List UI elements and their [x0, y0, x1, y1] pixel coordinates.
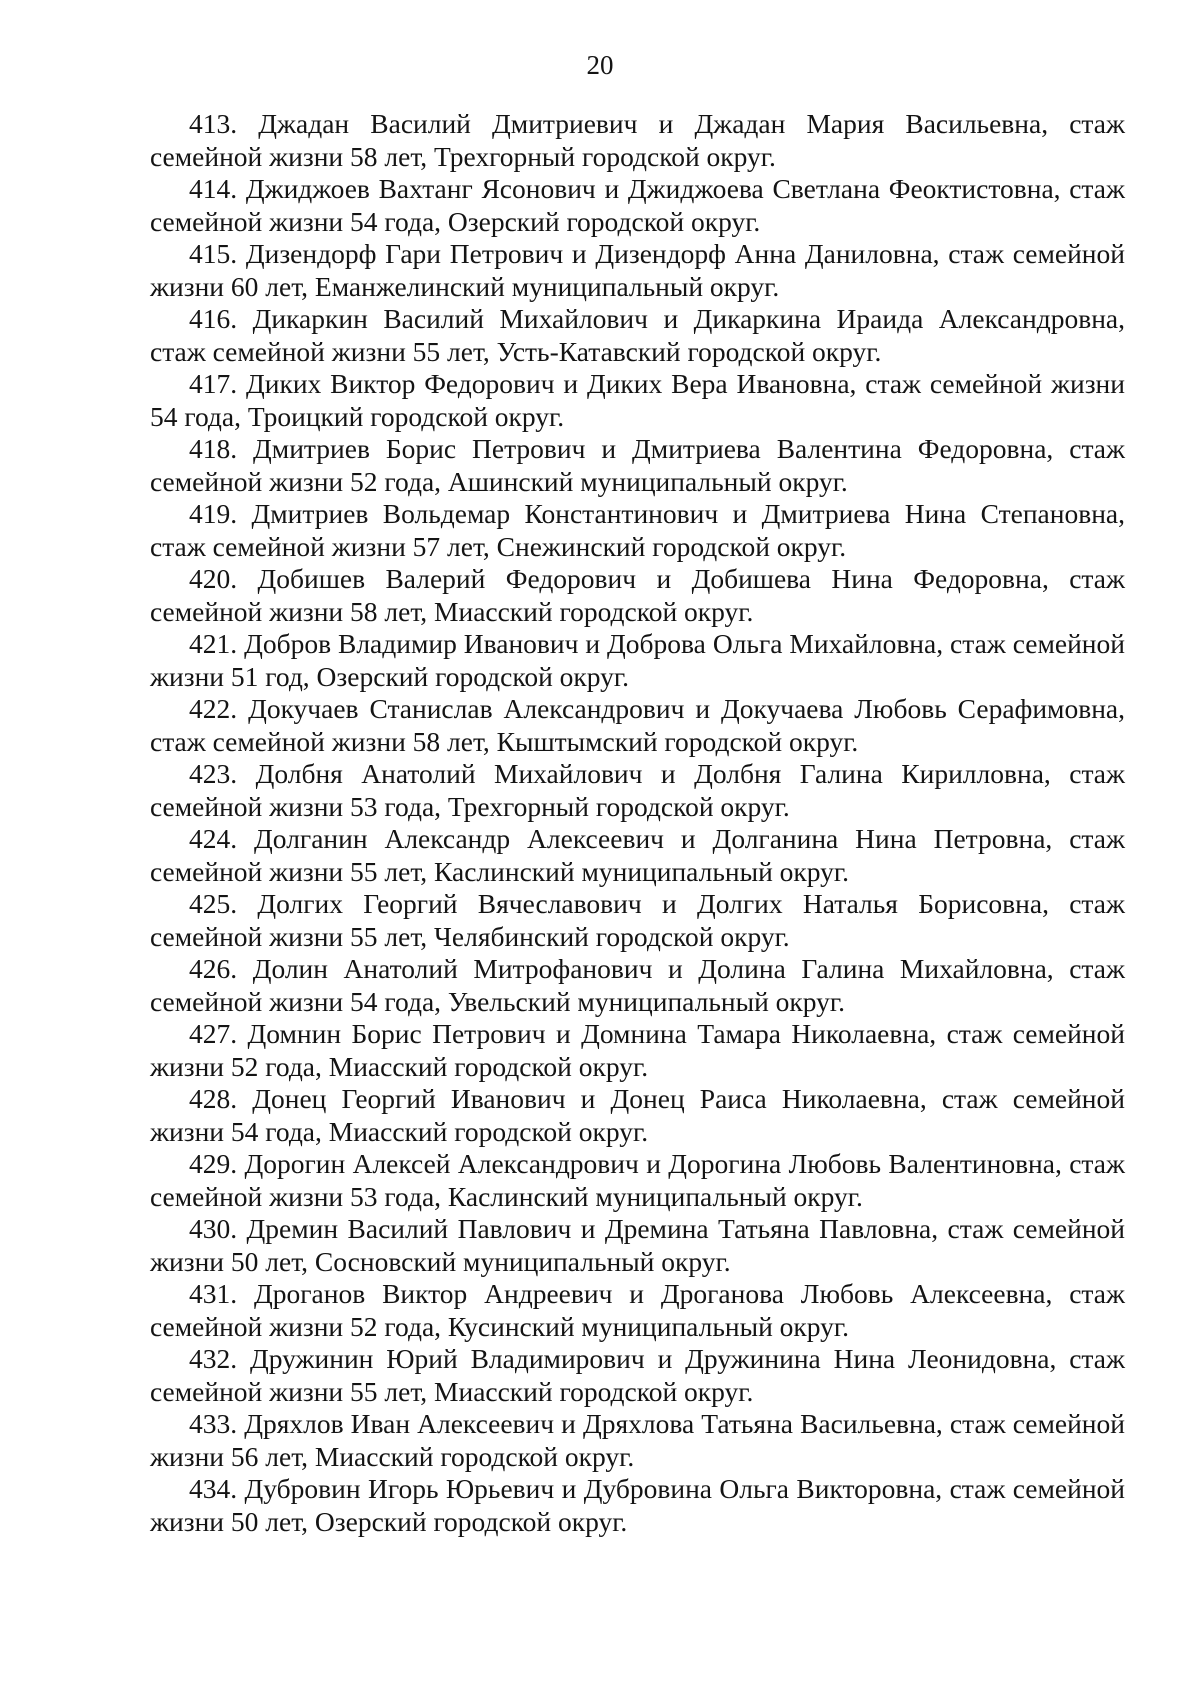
list-item: 420. Добишев Валерий Федорович и Добишева Нина Федоровна, стаж семейной жизни 58 лет, Миасский городской округ. — [150, 563, 1125, 627]
list-item: 432. Дружинин Юрий Владимирович и Дружинина Нина Леонидовна, стаж семейной жизни 55 лет, Миасский городской округ. — [150, 1343, 1125, 1407]
page-number: 20 — [586, 50, 614, 80]
list-item: 424. Долганин Александр Алексеевич и Долганина Нина Петровна, стаж семейной жизни 55 лет, Каслинский муниципальный округ. — [150, 823, 1125, 887]
list-item: 427. Домнин Борис Петрович и Домнина Тамара Николаевна, стаж семейной жизни 52 года, Миасский городской округ. — [150, 1018, 1125, 1082]
list-item: 433. Дряхлов Иван Алексеевич и Дряхлова Татьяна Васильевна, стаж семейной жизни 56 лет, Миасский городской округ. — [150, 1408, 1125, 1472]
list-item: 417. Диких Виктор Федорович и Диких Вера Ивановна, стаж семейной жизни 54 года, Троицкий городской округ. — [150, 368, 1125, 432]
list-item: 422. Докучаев Станислав Александрович и Докучаева Любовь Серафимовна, стаж семейной жизни 58 лет, Кыштымский городской округ. — [150, 693, 1125, 757]
entry-list — [150, 108, 1125, 1538]
list-item: 429. Дорогин Алексей Александрович и Дорогина Любовь Валентиновна, стаж семейной жизни 53 года, Каслинский муниципальный округ. — [150, 1148, 1125, 1212]
list-item: 414. Джиджоев Вахтанг Ясонович и Джиджоева Светлана Феоктистовна, стаж семейной жизни 54 года, Озерский городской округ. — [150, 173, 1125, 237]
list-item: 421. Добров Владимир Иванович и Доброва Ольга Михайловна, стаж семейной жизни 51 год, Озерский городской округ. — [150, 628, 1125, 692]
list-item: 419. Дмитриев Вольдемар Константинович и Дмитриева Нина Степановна, стаж семейной жизни 57 лет, Снежинский городской округ. — [150, 498, 1125, 562]
list-item: 431. Дроганов Виктор Андреевич и Дроганова Любовь Алексеевна, стаж семейной жизни 52 года, Кусинский муниципальный округ. — [150, 1278, 1125, 1342]
list-item: 416. Дикаркин Василий Михайлович и Дикаркина Ираида Александровна, стаж семейной жизни 55 лет, Усть-Катавский городской округ. — [150, 303, 1125, 367]
list-item: 415. Дизендорф Гари Петрович и Дизендорф Анна Даниловна, стаж семейной жизни 60 лет, Еманжелинский муниципальный округ. — [150, 238, 1125, 302]
list-item: 428. Донец Георгий Иванович и Донец Раиса Николаевна, стаж семейной жизни 54 года, Миасский городской округ. — [150, 1083, 1125, 1147]
list-item: 425. Долгих Георгий Вячеславович и Долгих Наталья Борисовна, стаж семейной жизни 55 лет, Челябинский городской округ. — [150, 888, 1125, 952]
list-item: 434. Дубровин Игорь Юрьевич и Дубровина Ольга Викторовна, стаж семейной жизни 50 лет, Озерский городской округ. — [150, 1473, 1125, 1537]
list-item: 423. Долбня Анатолий Михайлович и Долбня Галина Кирилловна, стаж семейной жизни 53 года, Трехгорный городской округ. — [150, 758, 1125, 822]
list-item: 426. Долин Анатолий Митрофанович и Долина Галина Михайловна, стаж семейной жизни 54 года, Увельский муниципальный округ. — [150, 953, 1125, 1017]
list-item: 413. Джадан Василий Дмитриевич и Джадан Мария Васильевна, стаж семейной жизни 58 лет, Трехгорный городской округ. — [150, 108, 1125, 172]
list-item: 430. Дремин Василий Павлович и Дремина Татьяна Павловна, стаж семейной жизни 50 лет, Сосновский муниципальный округ. — [150, 1213, 1125, 1277]
list-item: 418. Дмитриев Борис Петрович и Дмитриева Валентина Федоровна, стаж семейной жизни 52 года, Ашинский муниципальный округ. — [150, 433, 1125, 497]
